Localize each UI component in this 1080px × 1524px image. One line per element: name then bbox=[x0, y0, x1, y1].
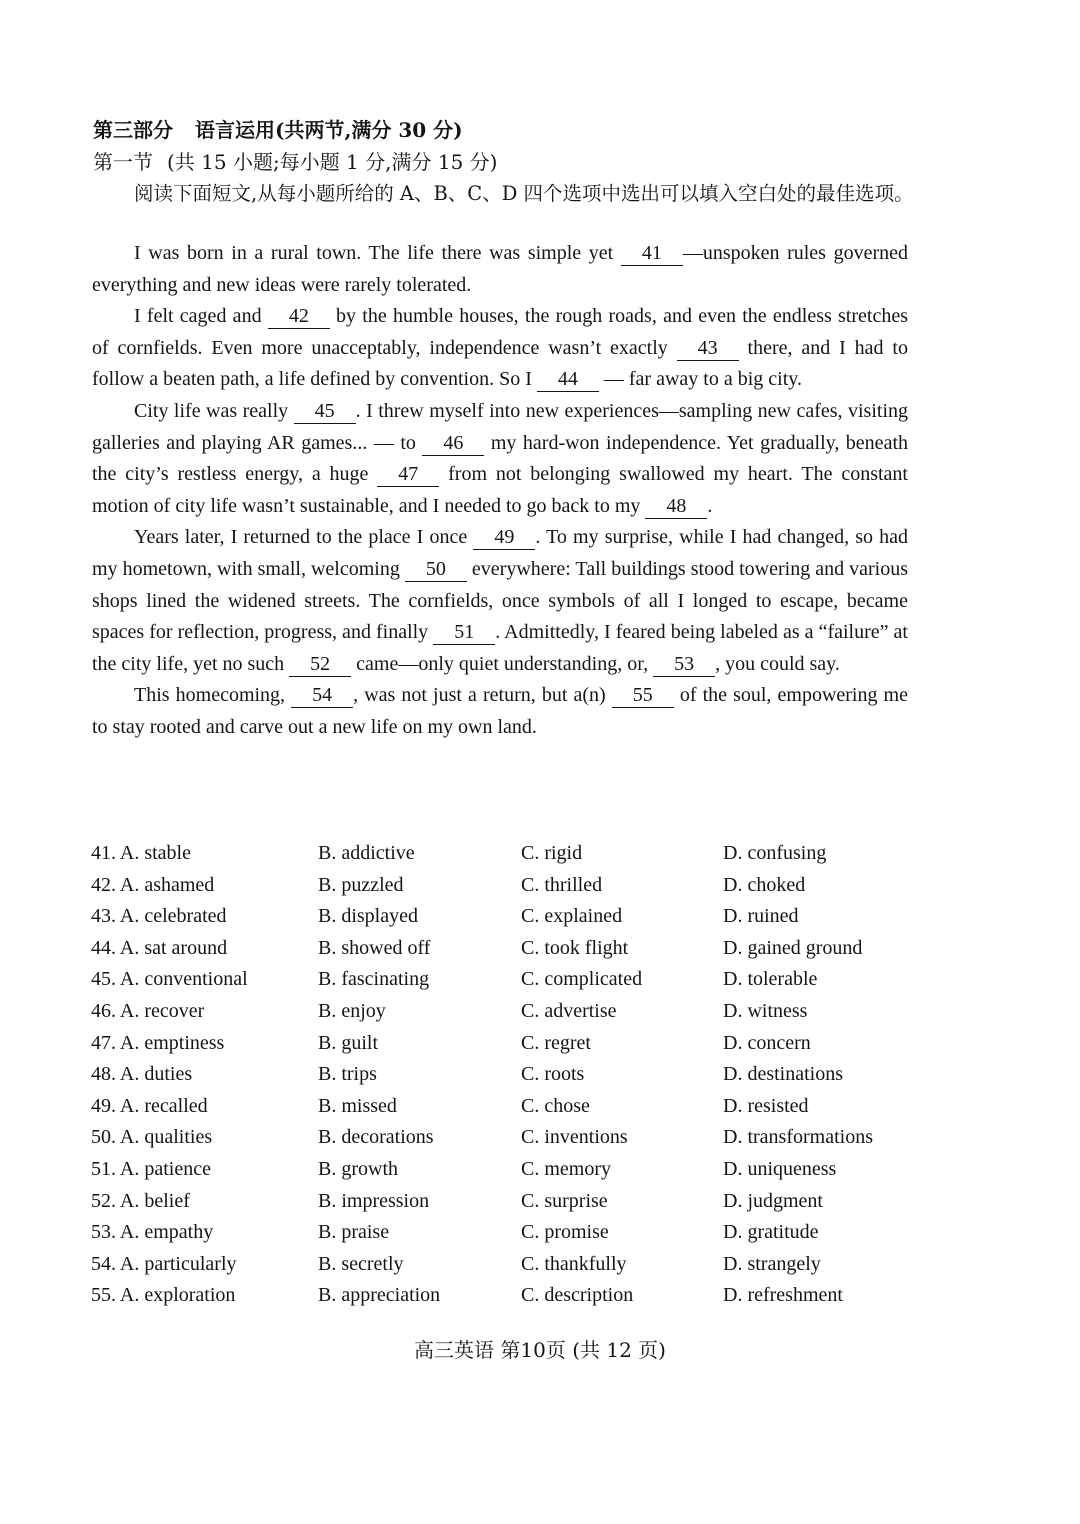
blank-45: 45 bbox=[294, 399, 356, 424]
option-c: C. complicated bbox=[521, 968, 643, 991]
option-a: 49. A. recalled bbox=[91, 1094, 208, 1117]
option-row bbox=[91, 1063, 951, 1095]
option-b: B. addictive bbox=[318, 842, 415, 864]
page-footer: 高三英语 第10页 (共 12 页) bbox=[414, 1338, 666, 1362]
option-row bbox=[91, 937, 951, 969]
option-c: C. thankfully bbox=[521, 1252, 627, 1275]
option-row bbox=[91, 1126, 951, 1158]
option-c: C. memory bbox=[521, 1157, 611, 1180]
option-a: 50. A. qualities bbox=[91, 1126, 213, 1149]
option-d: D. refreshment bbox=[723, 1284, 843, 1307]
option-b: B. displayed bbox=[318, 905, 418, 928]
blank-51: 51 bbox=[433, 620, 495, 645]
option-c: C. advertise bbox=[521, 999, 617, 1022]
paragraph-1 bbox=[92, 238, 908, 301]
option-d: D. ruined bbox=[723, 905, 799, 928]
option-a: 46. A. recover bbox=[91, 999, 205, 1022]
option-a: 54. A. particularly bbox=[91, 1252, 237, 1275]
passage-text: . bbox=[707, 494, 713, 517]
section-part: 第三部分 bbox=[93, 118, 173, 142]
passage-text: from not belonging swallowed my heart. The constant motion of city life wasn’t sustainable, and I needed to go back to my bbox=[92, 463, 908, 517]
option-c: C. explained bbox=[521, 905, 623, 928]
passage-text: —unspoken rules governed everything and new ideas were rarely tolerated. bbox=[92, 242, 908, 296]
instruction: 阅读下面短文,从每小题所给的 A、B、C、D 四个选项中选出可以填入空白处的最佳选项。 bbox=[134, 182, 914, 205]
option-b: B. praise bbox=[318, 1221, 390, 1244]
option-d: D. strangely bbox=[723, 1252, 821, 1275]
option-d: D. tolerable bbox=[723, 968, 818, 991]
paragraph-5 bbox=[92, 680, 908, 743]
option-a: 55. A. exploration bbox=[91, 1284, 236, 1307]
option-a: 53. A. empathy bbox=[91, 1221, 214, 1244]
option-c: C. promise bbox=[521, 1221, 609, 1244]
option-d: D. uniqueness bbox=[723, 1157, 837, 1180]
option-row bbox=[91, 1253, 951, 1285]
blank-46: 46 bbox=[422, 431, 484, 456]
option-a: 45. A. conventional bbox=[91, 968, 248, 991]
blank-49: 49 bbox=[473, 525, 535, 550]
blank-55: 55 bbox=[612, 683, 674, 708]
passage-text: This homecoming, bbox=[134, 684, 292, 707]
option-d: D. judgment bbox=[723, 1189, 823, 1212]
option-b: B. missed bbox=[318, 1094, 397, 1117]
paragraph-4 bbox=[92, 522, 908, 680]
blank-41: 41 bbox=[621, 241, 683, 266]
option-b: B. decorations bbox=[318, 1126, 434, 1149]
option-a: 44. A. sat around bbox=[91, 936, 228, 959]
option-d: D. confusing bbox=[723, 842, 827, 864]
option-b: B. guilt bbox=[318, 1031, 379, 1054]
blank-43: 43 bbox=[677, 336, 739, 361]
paragraph-3 bbox=[92, 396, 908, 522]
option-b: B. trips bbox=[318, 1063, 377, 1086]
option-c: C. roots bbox=[521, 1063, 585, 1086]
option-a: 47. A. emptiness bbox=[91, 1031, 225, 1054]
option-a: 43. A. celebrated bbox=[91, 905, 227, 928]
option-row bbox=[91, 874, 951, 906]
option-b: B. fascinating bbox=[318, 968, 430, 991]
option-row bbox=[91, 842, 951, 874]
passage-text: . Admittedly, I feared being labeled as a “failure” at the city life, yet no such bbox=[92, 621, 908, 675]
option-a: 42. A. ashamed bbox=[91, 873, 215, 896]
passage-text: . To my surprise, while I had changed, so had my hometown, with small, welcoming bbox=[92, 526, 908, 580]
option-row bbox=[91, 1095, 951, 1127]
blank-53: 53 bbox=[653, 652, 715, 677]
passage-text: came—only quiet understanding, or, bbox=[351, 652, 654, 675]
option-c: C. thrilled bbox=[521, 873, 603, 896]
sub-section-detail: (共 15 小题;每小题 1 分,满分 15 分) bbox=[167, 150, 498, 174]
option-c: C. chose bbox=[521, 1094, 590, 1117]
option-b: B. growth bbox=[318, 1157, 398, 1180]
option-c: C. description bbox=[521, 1284, 634, 1307]
blank-54: 54 bbox=[291, 683, 353, 708]
option-b: B. impression bbox=[318, 1189, 430, 1212]
option-d: D. resisted bbox=[723, 1094, 809, 1117]
blank-48: 48 bbox=[645, 494, 707, 519]
passage-text: there, and I had to follow a beaten path, a life defined by convention. So I bbox=[92, 336, 908, 391]
option-a: 48. A. duties bbox=[91, 1063, 193, 1086]
option-a: 41. A. stable bbox=[91, 842, 191, 864]
option-row bbox=[91, 1221, 951, 1253]
option-d: D. transformations bbox=[723, 1126, 873, 1149]
option-row bbox=[91, 1032, 951, 1064]
paragraph-2 bbox=[92, 301, 908, 396]
option-c: C. surprise bbox=[521, 1189, 608, 1212]
passage-text: Years later, I returned to the place I once bbox=[134, 526, 474, 549]
option-row bbox=[91, 1284, 951, 1316]
blank-50: 50 bbox=[405, 557, 467, 582]
blank-47: 47 bbox=[377, 462, 439, 487]
option-a: 52. A. belief bbox=[91, 1189, 190, 1212]
blank-44: 44 bbox=[537, 367, 599, 392]
passage-text: , you could say. bbox=[715, 652, 840, 675]
option-row bbox=[91, 1190, 951, 1222]
option-b: B. showed off bbox=[318, 936, 431, 959]
option-c: C. regret bbox=[521, 1031, 591, 1054]
passage-text: my hard-won independence. Yet gradually, beneath the city’s restless energy, a huge bbox=[92, 431, 908, 486]
section-name: 语言运用(共两节,满分 30 分) bbox=[195, 118, 463, 142]
passage-text: I felt caged and bbox=[134, 305, 268, 328]
blank-42: 42 bbox=[268, 304, 330, 329]
option-row bbox=[91, 1158, 951, 1190]
option-a: 51. A. patience bbox=[91, 1157, 211, 1180]
option-b: B. secretly bbox=[318, 1252, 404, 1275]
option-b: B. appreciation bbox=[318, 1284, 441, 1307]
option-row bbox=[91, 905, 951, 937]
option-d: D. witness bbox=[723, 999, 808, 1022]
answer-options bbox=[91, 842, 951, 1316]
option-d: D. choked bbox=[723, 873, 806, 896]
option-d: D. gained ground bbox=[723, 936, 863, 959]
blank-52: 52 bbox=[289, 652, 351, 677]
passage-text: City life was really bbox=[134, 399, 294, 422]
passage-text: everywhere: Tall buildings stood towering and various shops lined the widened streets. The cornfields, once symbols of all I longed to escape, became spaces for reflection, progress, and finally bbox=[92, 557, 908, 644]
sub-section-part: 第一节 bbox=[93, 150, 153, 174]
passage-text: I was born in a rural town. The life there was simple yet bbox=[134, 242, 621, 264]
option-row bbox=[91, 1000, 951, 1032]
option-row bbox=[91, 968, 951, 1000]
option-b: B. puzzled bbox=[318, 873, 404, 896]
option-c: C. rigid bbox=[521, 842, 583, 864]
passage-text: of the soul, empowering me to stay rooted and carve out a new life on my own land. bbox=[92, 684, 908, 738]
passage-text: , was not just a return, but a(n) bbox=[353, 684, 612, 707]
option-b: B. enjoy bbox=[318, 999, 386, 1022]
option-d: D. destinations bbox=[723, 1063, 843, 1086]
option-d: D. gratitude bbox=[723, 1221, 819, 1244]
option-d: D. concern bbox=[723, 1031, 811, 1054]
option-c: C. took flight bbox=[521, 936, 629, 959]
passage-text: — far away to a big city. bbox=[598, 368, 802, 391]
passage-text: by the humble houses, the rough roads, and even the endless stretches of cornfields. Even more unacceptably, independence wasn’t exactly bbox=[92, 305, 908, 359]
sub-section-title bbox=[93, 146, 497, 175]
option-c: C. inventions bbox=[521, 1126, 628, 1149]
passage-text: . I threw myself into new experiences—sampling new cafes, visiting galleries and playing AR games... — to bbox=[92, 399, 909, 454]
section-title bbox=[93, 114, 463, 143]
cloze-passage bbox=[92, 238, 908, 744]
